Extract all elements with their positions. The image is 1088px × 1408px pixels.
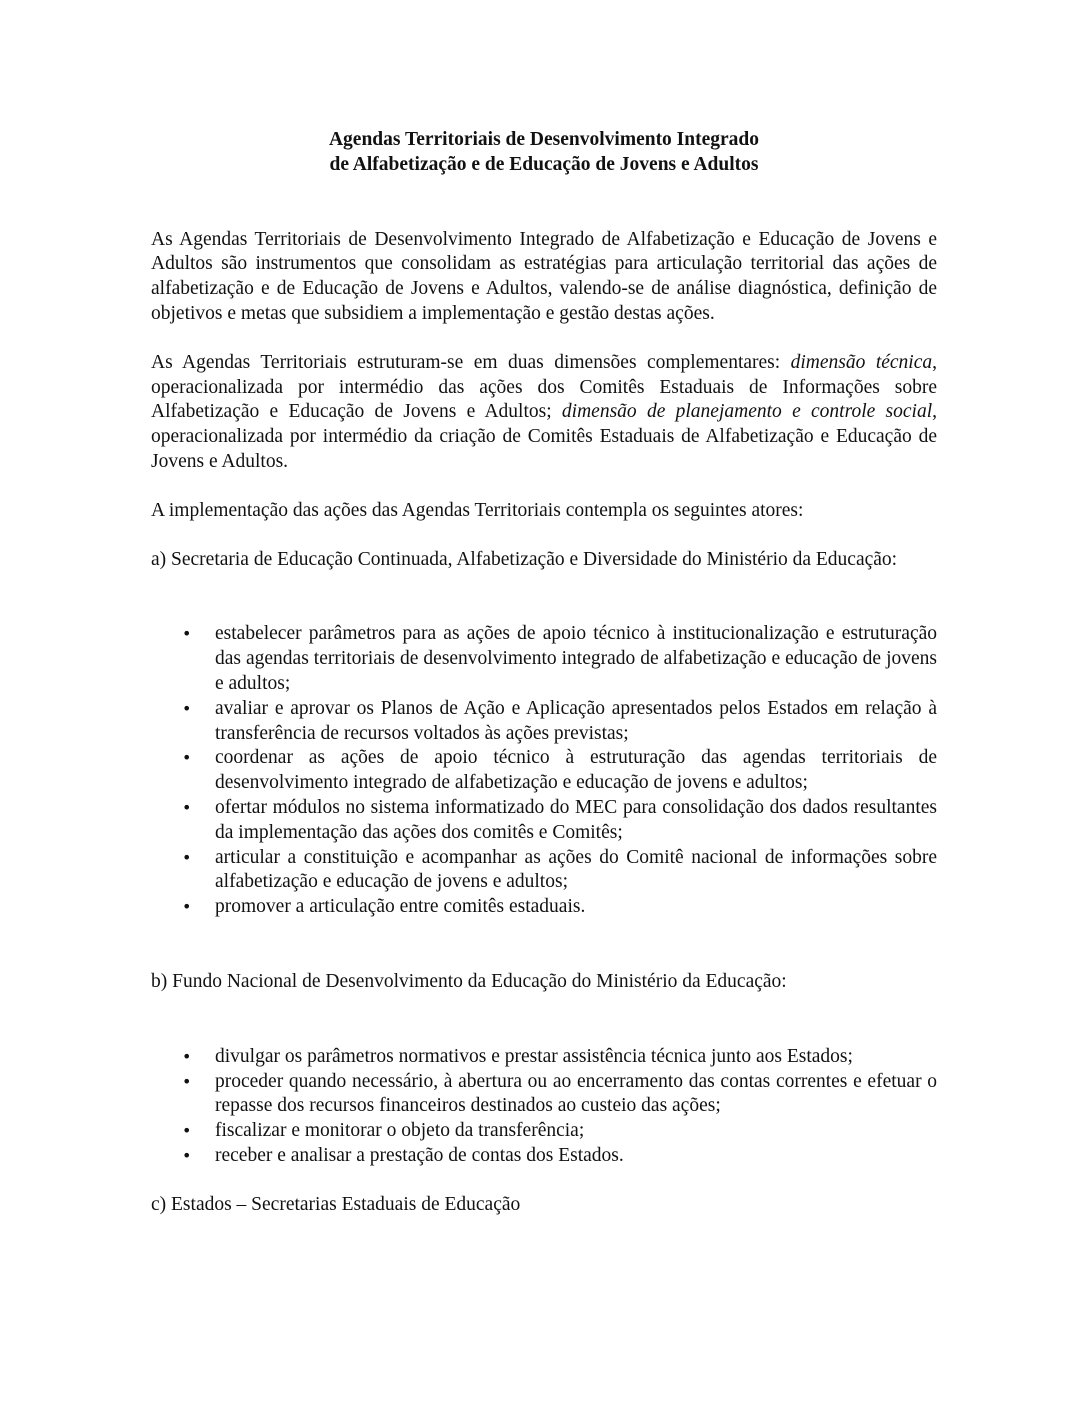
paragraph-dimensions-part-3: , operacionalizada por intermédio da criação de Comitês Estaduais de Alfabetização e Educação de Jovens e Adultos. [151,401,937,472]
bullet-icon: • [182,624,192,644]
list-item [151,796,937,846]
bullet-icon: • [182,748,192,768]
list-item [151,1144,937,1169]
document-page [151,128,937,1218]
section-b-list [151,1045,937,1169]
bullet-icon: • [182,698,192,718]
dimension-technical-term: dimensão técnica [790,351,933,373]
paragraph-dimensions [151,351,937,475]
bullet-icon: • [182,1121,192,1141]
list-item-text: avaliar e aprovar os Planos de Ação e Aplicação apresentados pelos Estados em relação à transferência de recursos voltados às ações previstas; [215,697,937,744]
list-item-text: estabelecer parâmetros para as ações de apoio técnico à institucionalização e estruturação das agendas territoriais de desenvolvimento integrado de alfabetização e educação de jovens e adultos; [215,623,937,694]
bullet-icon: • [182,897,192,917]
list-item-text: proceder quando necessário, à abertura ou ao encerramento das contas correntes e efetuar o repasse dos recursos financeiros destinados ao custeio das ações; [215,1070,937,1117]
paragraph-dimensions-part-1: As Agendas Territoriais estruturam-se em duas dimensões complementares: [151,351,791,373]
bullet-icon: • [182,1046,192,1066]
dimension-planning-term: dimensão de planejamento e controle social [561,401,933,423]
list-item-text: divulgar os parâmetros normativos e prestar assistência técnica junto aos Estados; [215,1045,853,1067]
list-item-text: promover a articulação entre comitês estaduais. [215,896,586,918]
list-item [151,746,937,796]
title-line-1: Agendas Territoriais de Desenvolvimento Integrado [328,129,760,150]
list-item-text: articular a constituição e acompanhar as ações do Comitê nacional de informações sobre alfabetização e educação de jovens e adultos; [215,846,937,893]
list-item [151,1119,937,1144]
bullet-icon: • [182,797,192,817]
bullet-icon: • [182,1145,192,1165]
paragraph-intro: As Agendas Territoriais de Desenvolvimento Integrado de Alfabetização e Educação de Jovens e Adultos são instrumentos que consolidam as estratégias para articulação territorial das ações de alfabetização e de Educação de Jovens e Adultos, valendo-se de análise diagnóstica, definição de objetivos e metas que subsidiem a implementação e gestão destas ações. [151,228,937,324]
list-item-text: receber e analisar a prestação de contas dos Estados. [215,1144,624,1166]
document-title [151,128,937,178]
list-item [151,846,937,896]
title-line-2: de Alfabetização e de Educação de Jovens e Adultos [329,153,759,175]
section-a-heading: a) Secretaria de Educação Continuada, Alfabetização e Diversidade do Ministério da Educação: [151,548,898,570]
section-b-heading: b) Fundo Nacional de Desenvolvimento da Educação do Ministério da Educação: [151,970,787,992]
section-a-list [151,622,937,920]
list-item [151,1070,937,1120]
section-c-heading: c) Estados – Secretarias Estaduais de Educação [151,1193,521,1215]
list-item [151,895,937,920]
list-item [151,697,937,747]
list-item-text: coordenar as ações de apoio técnico à estruturação das agendas territoriais de desenvolvimento integrado de alfabetização e educação de jovens e adultos; [215,747,937,794]
list-item-text: fiscalizar e monitorar o objeto da transferência; [215,1120,585,1142]
paragraph-actors: A implementação das ações das Agendas Territoriais contempla os seguintes atores: [151,499,804,521]
list-item [151,622,937,696]
bullet-icon: • [182,1071,192,1091]
list-item [151,1045,937,1070]
list-item-text: ofertar módulos no sistema informatizado do MEC para consolidação dos dados resultantes da implementação das ações dos comitês e Comitês; [215,796,937,843]
bullet-icon: • [182,847,192,867]
paragraph-dimensions-part-2: , operacionalizada por intermédio das ações dos Comitês Estaduais de Informações sobre Alfabetização e Educação de Jovens e Adultos; [151,351,937,423]
